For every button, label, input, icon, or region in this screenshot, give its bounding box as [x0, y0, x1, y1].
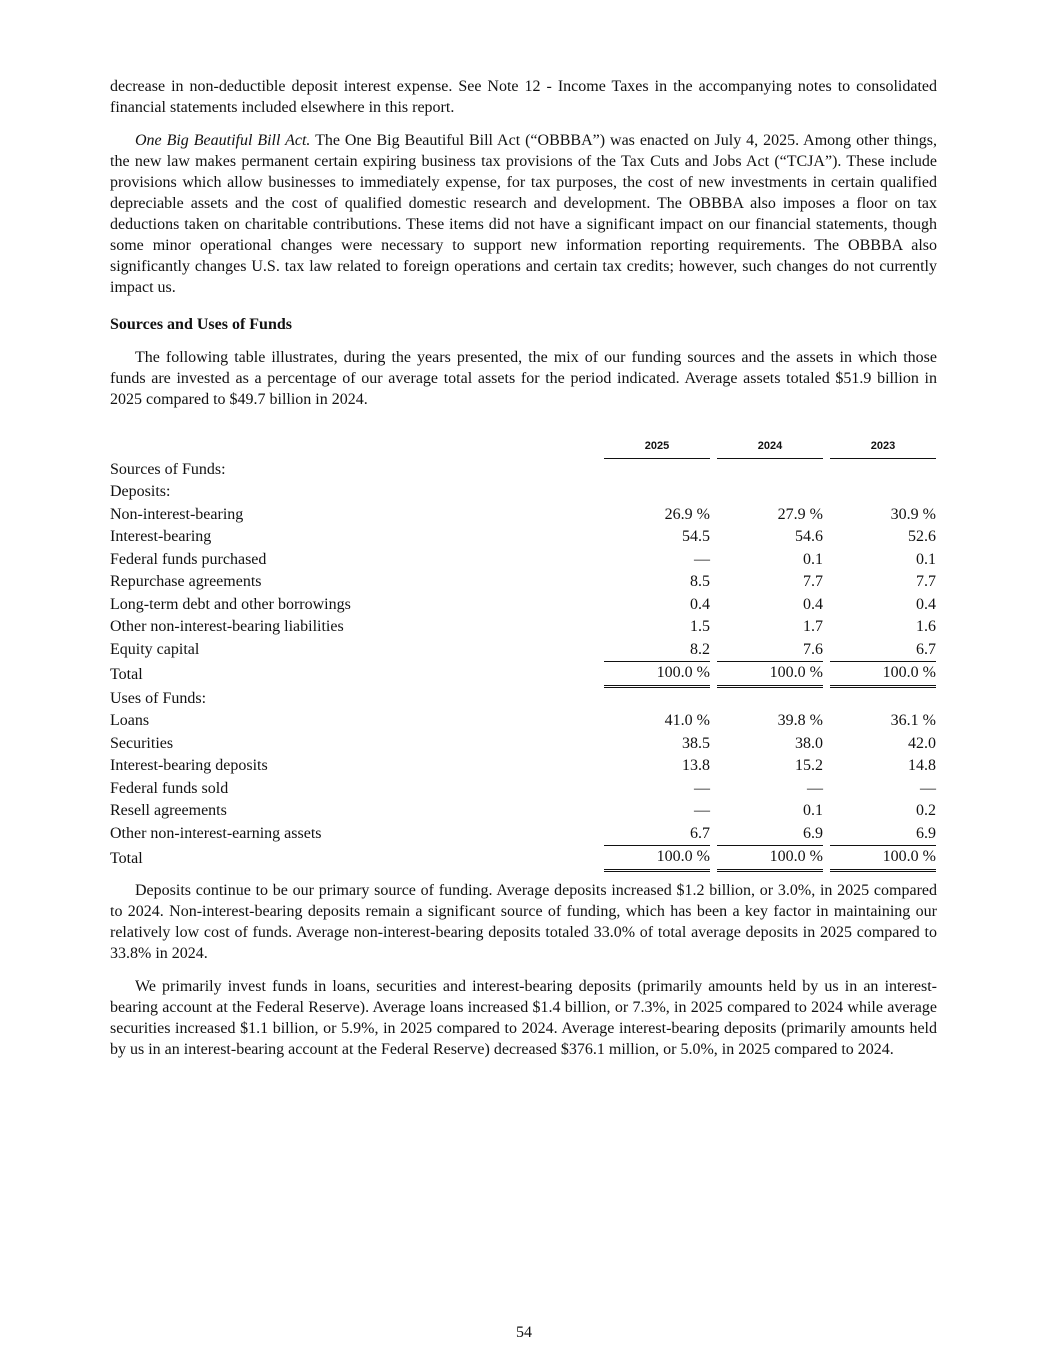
row-label: Interest-bearing [110, 528, 212, 545]
row-label: Equity capital [110, 641, 200, 658]
row-value-2025: 54.5 [682, 528, 710, 545]
obbba-title: One Big Beautiful Bill Act. [135, 132, 311, 149]
row-value-2024: 38.0 [795, 734, 823, 752]
row-value-2025: 8.2 [604, 639, 710, 663]
row-value-2024: 15.2 [795, 757, 823, 774]
row-value-2025 [604, 481, 710, 504]
row-value-2024: 6.9 [717, 823, 823, 847]
row-value-2025: — [694, 779, 710, 797]
table-body [110, 459, 936, 872]
row-value-2025: 41.0 % [664, 712, 710, 729]
row-value-2023: 36.1 % [890, 712, 936, 729]
row-value-2025: 8.5 [690, 573, 710, 590]
year-header: 2023 [830, 435, 936, 459]
row-value-2023: — [920, 779, 936, 797]
row-value-2024: 100.0 % [717, 846, 823, 872]
obbba-body: The One Big Beautiful Bill Act (“OBBBA”) was enacted on July 4, 2025. Among other things, the new law makes permanent certain expiring business tax provisions of the Tax Cuts and Jobs Act (“TCJA”). These include provisions which allow businesses to immediately expense, for tax purposes, the cost of new investments in certain qualified depreciable assets and the cost of qualified domestic research and development. The OBBBA also imposes a floor on tax deductions taken on charitable contributions. These items did not have a significant impact on our financial statements, though some minor operational changes were necessary to support new information reporting requirements. The OBBBA also significantly changes U.S. tax law related to foreign operations and certain tax credits; however, such changes do not currently impact us. [110, 132, 938, 296]
row-value-2025: 100.0 % [604, 662, 710, 688]
row-value-2023: 0.2 [916, 802, 936, 819]
row-label: Long-term debt and other borrowings [110, 595, 351, 613]
row-value-2025: 6.7 [604, 823, 710, 847]
row-label: Interest-bearing deposits [110, 757, 268, 774]
table-row [110, 459, 936, 482]
row-label: Federal funds sold [110, 779, 229, 797]
table-row [110, 800, 936, 823]
row-label: Repurchase agreements [110, 573, 262, 590]
table-row [110, 594, 936, 617]
table-row [110, 504, 936, 527]
sources-uses-table [110, 435, 936, 872]
table-row [110, 688, 936, 711]
row-value-2024: 1.7 [803, 618, 823, 635]
body-text-top [110, 76, 937, 410]
row-label: Total [110, 665, 143, 683]
row-value-2024 [717, 481, 823, 504]
row-value-2024 [717, 459, 823, 482]
row-value-2023: 6.9 [830, 823, 936, 847]
table-row [110, 481, 936, 504]
table-header-row [110, 435, 936, 459]
row-value-2025: 13.8 [682, 757, 710, 774]
row-value-2024: — [807, 779, 823, 797]
row-value-2023: 52.6 [908, 528, 936, 545]
row-value-2025: 38.5 [682, 734, 710, 752]
row-value-2024 [717, 688, 823, 711]
row-value-2023: 0.1 [916, 550, 936, 568]
row-value-2023 [830, 481, 936, 504]
table-row [110, 733, 936, 756]
row-value-2024: 7.7 [803, 573, 823, 590]
row-value-2024: 7.6 [717, 639, 823, 663]
row-value-2023 [830, 459, 936, 482]
table-row [110, 662, 936, 688]
table-row [110, 755, 936, 778]
row-value-2024: 0.4 [803, 595, 823, 613]
row-value-2023: 7.7 [916, 573, 936, 590]
row-value-2023: 14.8 [908, 757, 936, 774]
table-row [110, 549, 936, 572]
table-row [110, 571, 936, 594]
row-label: Other non-interest-bearing liabilities [110, 618, 344, 635]
row-label: Uses of Funds: [110, 689, 207, 707]
row-label: Non-interest-bearing [110, 505, 244, 523]
year-header: 2025 [604, 435, 710, 459]
table-row [110, 846, 936, 872]
row-label: Federal funds purchased [110, 550, 267, 568]
row-label: Securities [110, 734, 174, 752]
header-blank [110, 435, 604, 459]
row-value-2025 [604, 688, 710, 711]
row-value-2023: 0.4 [916, 595, 936, 613]
row-value-2023: 6.7 [830, 639, 936, 663]
paragraph-investments: We primarily invest funds in loans, securities and interest-bearing deposits (primarily amounts held by us in an interest-bearing account at the Federal Reserve). Average loans increased $1.4 billion, or 7.3%, in 2025 compared to 2024 while average securities increased $1.1 billion, or 5.9%, in 2025 compared to 2024. Average interest-bearing deposits (primarily amounts held by us in an interest-bearing account at the Federal Reserve) decreased $376.1 million, or 5.0%, in 2025 compared to 2024. [110, 978, 937, 1058]
row-value-2023: 42.0 [908, 734, 936, 752]
row-label: Loans [110, 712, 150, 729]
paragraph-obbba [110, 130, 937, 298]
row-value-2025: 1.5 [690, 618, 710, 635]
row-value-2024: 0.1 [803, 550, 823, 568]
table-row [110, 823, 936, 847]
row-value-2023: 100.0 % [830, 846, 936, 872]
paragraph-deposits: Deposits continue to be our primary source of funding. Average deposits increased $1.2 billion, or 3.0%, in 2025 compared to 2024. Non-interest-bearing deposits remain a significant source of funding, which has been a key factor in maintaining our relatively low cost of funds. Average non-interest-bearing deposits totaled 33.0% of total average deposits in 2025 compared to 33.8% in 2024. [110, 882, 937, 962]
row-label: Other non-interest-earning assets [110, 825, 322, 842]
row-value-2023: 1.6 [916, 618, 936, 635]
row-value-2023: 30.9 % [890, 505, 936, 523]
section-heading: Sources and Uses of Funds [110, 316, 292, 333]
row-label: Total [110, 849, 143, 867]
row-value-2025: 100.0 % [604, 846, 710, 872]
row-value-2024: 39.8 % [777, 712, 823, 729]
table-row [110, 778, 936, 801]
row-label: Resell agreements [110, 802, 227, 819]
row-value-2025: — [694, 802, 710, 819]
table-row [110, 710, 936, 733]
row-value-2023 [830, 688, 936, 711]
year-header: 2024 [717, 435, 823, 459]
table-row [110, 526, 936, 549]
row-value-2024: 27.9 % [777, 505, 823, 523]
row-label: Sources of Funds: [110, 460, 226, 478]
row-value-2025: 26.9 % [664, 505, 710, 523]
table-row [110, 639, 936, 663]
row-value-2023: 100.0 % [830, 662, 936, 688]
row-value-2025: 0.4 [690, 595, 710, 613]
row-value-2024: 100.0 % [717, 662, 823, 688]
row-value-2025 [604, 459, 710, 482]
row-value-2025: — [694, 550, 710, 568]
paragraph-table-intro: The following table illustrates, during the years presented, the mix of our funding sources and the assets in which those funds are invested as a percentage of our average total assets for the period indicated. Average assets totaled $51.9 billion in 2025 compared to $49.7 billion in 2024. [110, 349, 937, 408]
table-row [110, 616, 936, 639]
row-label: Deposits: [110, 483, 171, 500]
row-value-2024: 0.1 [803, 802, 823, 819]
row-value-2024: 54.6 [795, 528, 823, 545]
paragraph-income-taxes: decrease in non-deductible deposit interest expense. See Note 12 - Income Taxes in the accompanying notes to consolidated financial statements included elsewhere in this report. [110, 78, 937, 116]
body-text-bottom [110, 880, 937, 1060]
page-number: 54 [516, 1324, 532, 1341]
